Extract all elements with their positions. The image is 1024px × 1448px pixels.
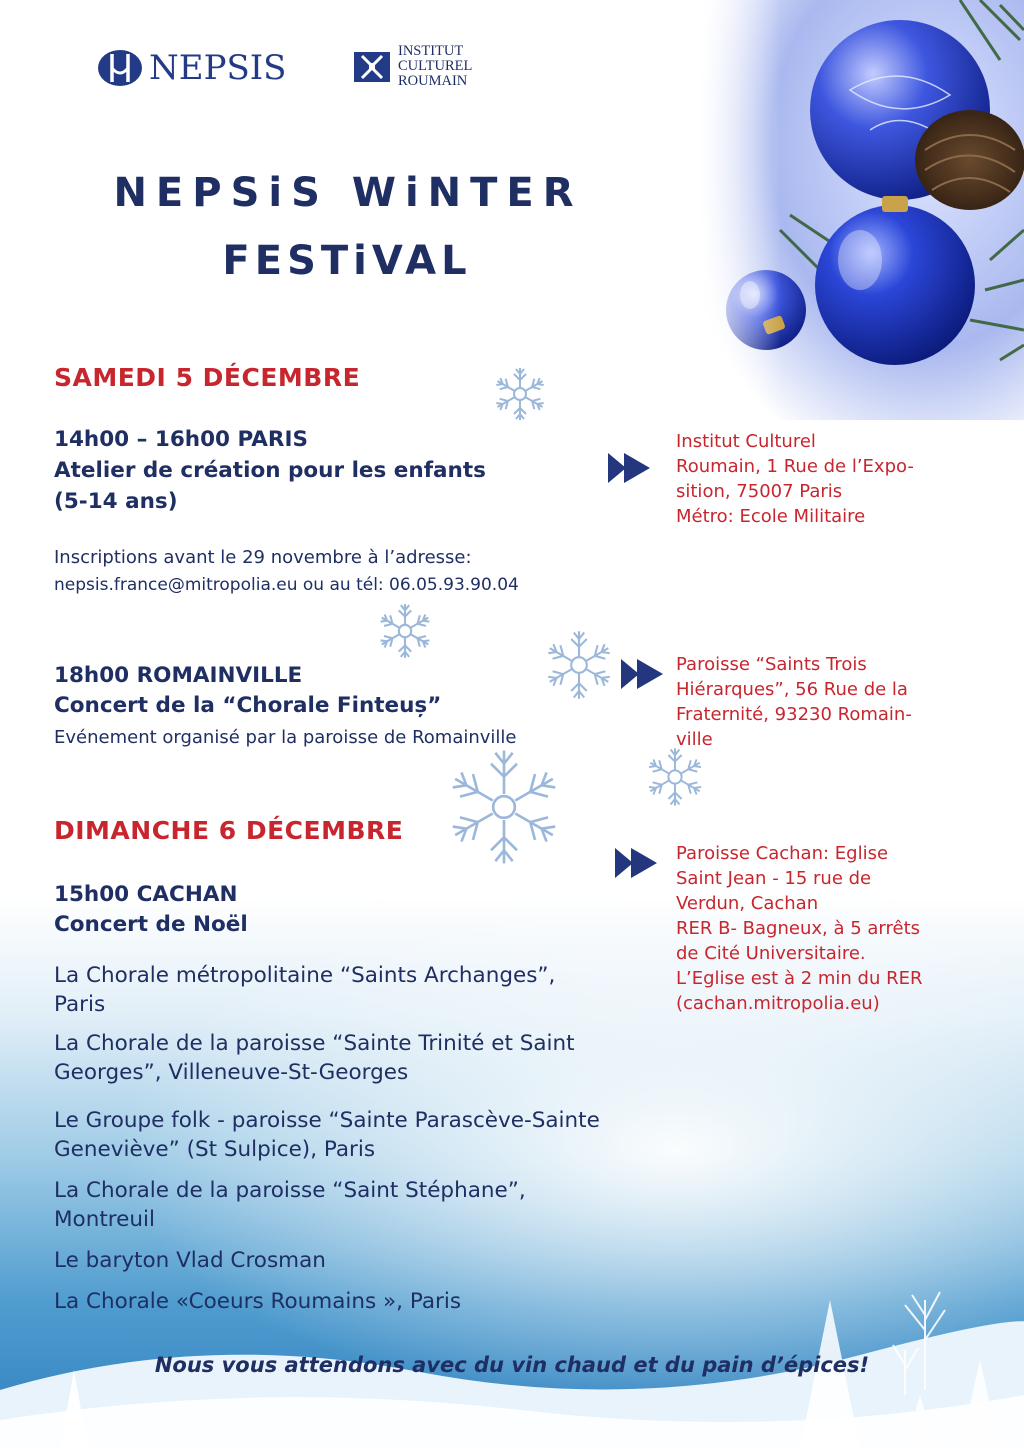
address-line: RER B- Bagneux, à 5 arrêts (676, 918, 921, 939)
performer-item (54, 1176, 654, 1234)
event-2-address (676, 652, 976, 752)
snowflake-icon (490, 364, 550, 424)
performer-item (54, 1029, 654, 1087)
arrow-right-icon (608, 451, 652, 485)
saturday-heading: SAMEDI 5 DÉCEMBRE (54, 363, 361, 392)
event-2-title: Concert de la “Chorale Finteuș” (54, 693, 442, 718)
event-3-address (676, 841, 976, 1016)
event-1-title: Atelier de création pour les enfants (54, 458, 486, 483)
snowflake-icon (540, 626, 618, 704)
performer-line: Georges”, Villeneuve-St-Georges (54, 1060, 409, 1085)
event-1-time-place: 14h00 – 16h00 PARIS (54, 427, 308, 452)
icr-line-2: CULTUREL (398, 58, 473, 74)
performer-item (54, 1246, 654, 1275)
institut-culturel-roumain-logo (352, 44, 472, 89)
address-line: de Cité Universitaire. (676, 943, 866, 964)
arrow-right-icon (614, 846, 660, 880)
performer-line: Le baryton Vlad Crosman (54, 1248, 326, 1273)
address-line: Paroisse “Saints Trois (676, 654, 867, 675)
snowflake-icon (424, 742, 584, 872)
address-line: L’Eglise est à 2 min du RER (676, 968, 923, 989)
event-3-title: Concert de Noël (54, 912, 248, 937)
icr-line-1: INSTITUT (398, 43, 464, 59)
address-line: Fraternité, 93230 Romain- (676, 704, 912, 725)
footer-message: Nous vous attendons avec du vin chaud et du pain d’épices! (154, 1353, 870, 1377)
address-line: sition, 75007 Paris (676, 481, 843, 502)
performer-line: La Chorale «Coeurs Roumains », Paris (54, 1289, 462, 1314)
address-line: Institut Culturel (676, 431, 816, 452)
address-line: Hiérarques”, 56 Rue de la (676, 679, 908, 700)
performer-line: Montreuil (54, 1207, 155, 1232)
performer-line: Le Groupe folk - paroisse “Sainte Parascève-Sainte (54, 1108, 600, 1133)
event-2-note: Evénement organisé par la paroisse de Romainville (54, 727, 517, 748)
snowflake-icon (642, 744, 708, 810)
address-line: Verdun, Cachan (676, 893, 819, 914)
icr-cross-icon (352, 44, 392, 84)
event-1-age: (5-14 ans) (54, 489, 178, 514)
arrow-right-icon (620, 657, 666, 691)
performer-line: Paris (54, 992, 106, 1017)
festival-title-line-1: NEPSiS WiNTER (113, 170, 583, 216)
nepsis-logo-icon (97, 48, 143, 88)
address-line: (cachan.mitropolia.eu) (676, 993, 880, 1014)
event-1-registration: Inscriptions avant le 29 novembre à l’adresse: (54, 547, 472, 568)
event-1-contact: nepsis.france@mitropolia.eu ou au tél: 06.05.93.90.04 (54, 575, 519, 595)
address-line: Paroisse Cachan: Eglise (676, 843, 889, 864)
address-line: Métro: Ecole Militaire (676, 506, 866, 527)
nepsis-logo-text: NEPSIS (149, 48, 287, 88)
address-line: Roumain, 1 Rue de l’Expo- (676, 456, 914, 477)
performer-line: Geneviève” (St Sulpice), Paris (54, 1137, 376, 1162)
icr-logo-text (398, 44, 472, 89)
nepsis-logo (97, 48, 286, 88)
event-1-address (676, 429, 976, 529)
event-2-time-place: 18h00 ROMAINVILLE (54, 663, 303, 688)
event-3-time-place: 15h00 CACHAN (54, 882, 238, 907)
performer-item (54, 961, 654, 1019)
icr-line-3: ROUMAIN (398, 73, 468, 89)
performer-item (54, 1287, 654, 1316)
address-line: ville (676, 729, 713, 750)
performer-item (54, 1106, 654, 1164)
christmas-ornaments-image (700, 0, 1024, 420)
performer-line: La Chorale métropolitaine “Saints Archanges”, (54, 963, 556, 988)
address-line: Saint Jean - 15 rue de (676, 868, 872, 889)
performer-line: La Chorale de la paroisse “Saint Stéphane”, (54, 1178, 526, 1203)
performer-line: La Chorale de la paroisse “Sainte Trinité et Saint (54, 1031, 575, 1056)
snowflake-icon (374, 600, 436, 662)
sunday-heading: DIMANCHE 6 DÉCEMBRE (54, 816, 404, 845)
festival-title-line-2: FESTiVAL (222, 238, 472, 284)
